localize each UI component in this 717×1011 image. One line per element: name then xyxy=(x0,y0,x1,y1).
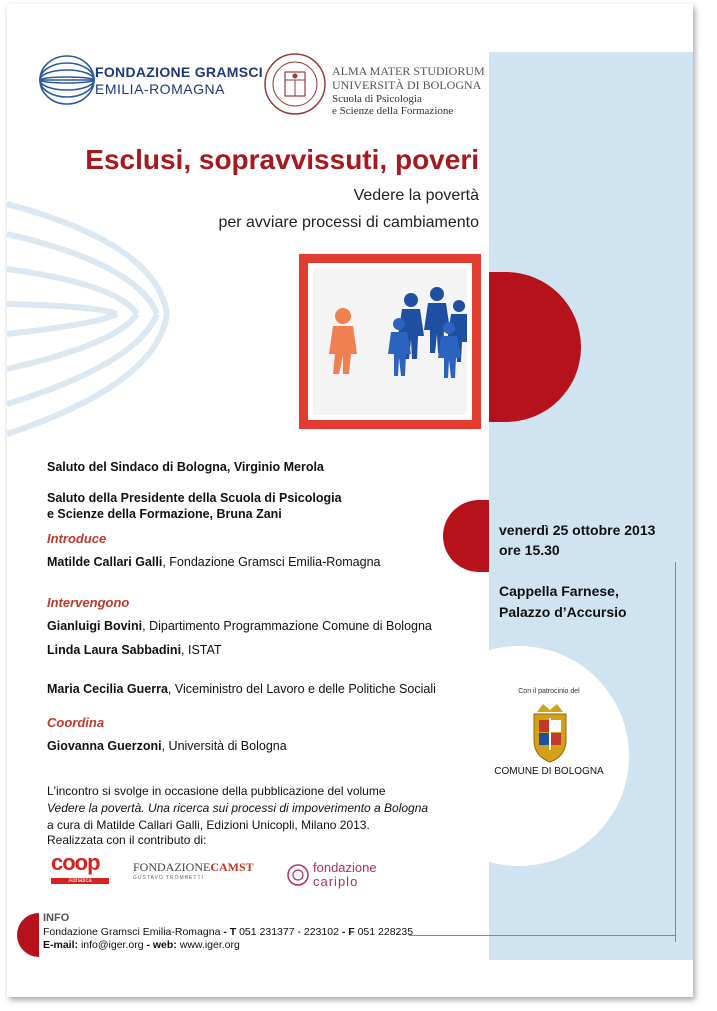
cariplo-logo xyxy=(287,858,397,890)
section-introduce: Introduce xyxy=(47,531,107,546)
book-line4: Realizzata con il contributo di: xyxy=(47,833,207,847)
speaker-name: Gianluigi Bovini xyxy=(47,619,143,633)
coop-logo xyxy=(51,851,113,891)
greeting-mayor: Saluto del Sindaco di Bologna, Virginio Merola xyxy=(47,460,324,474)
info-contacts xyxy=(43,926,413,938)
cariplo-emblem-icon xyxy=(287,864,309,886)
divider-vertical xyxy=(675,562,676,942)
greeting-president-line2: e Scienze della Formazione, Bruna Zani xyxy=(47,507,282,521)
speaker-role: , Dipartimento Programmazione Comune di Bologna xyxy=(142,619,432,633)
speaker-sabbadini xyxy=(47,643,222,657)
paper-people-photo xyxy=(299,254,481,429)
info-web-label: - web: xyxy=(143,939,180,951)
book-line1: L'incontro si svolge in occasione della pubblicazione del volume xyxy=(47,784,386,798)
section-coordina: Coordina xyxy=(47,715,105,730)
poster-subtitle-line2: per avviare processi di cambiamento xyxy=(218,214,479,231)
info-tel: 051 231377 - 223102 xyxy=(239,926,339,938)
info-web-link[interactable]: www.iger.org xyxy=(179,939,240,951)
speaker-name: Giovanna Guerzoni xyxy=(47,739,162,753)
info-tel-label: - T xyxy=(220,926,240,938)
speaker-role: , Fondazione Gramsci Emilia-Romagna xyxy=(162,555,381,569)
divider-horizontal xyxy=(409,935,676,936)
camst-logo-sub: GUSTAVO TROMBETTI xyxy=(133,875,204,881)
book-line3: a cura di Matilde Callari Galli, Edizioni Unicopli, Milano 2013. xyxy=(47,818,370,832)
red-half-circle-info xyxy=(17,913,39,957)
event-time: ore 15.30 xyxy=(499,542,560,558)
speaker-guerra xyxy=(47,682,436,696)
gramsci-name-line1: FONDAZIONE GRAMSCI xyxy=(95,64,263,80)
camst-logo-text-a: FONDAZIONE xyxy=(133,860,211,874)
info-online xyxy=(43,939,240,951)
greeting-president-line1: Saluto della Presidente della Scuola di Psicologia xyxy=(47,491,342,505)
globe-lines-decoration xyxy=(7,184,177,444)
coop-logo-sub: Adriatica xyxy=(51,878,109,884)
speaker-role: , Viceministro del Lavoro e delle Politiche Sociali xyxy=(167,682,436,696)
speaker-name: Maria Cecilia Guerra xyxy=(47,682,168,696)
cariplo-logo-text-a: fondazione xyxy=(313,860,377,875)
coop-logo-text: coop xyxy=(51,850,100,875)
university-name-line1: ALMA MATER STUDIORUM xyxy=(332,64,485,78)
info-email-label: E-mail: xyxy=(43,939,81,951)
speaker-guerzoni xyxy=(47,739,287,753)
book-title: Vedere la povertà. Una ricerca sui processi di impoverimento a Bologna xyxy=(47,801,429,815)
info-email-link[interactable]: info@iger.org xyxy=(80,939,144,951)
speaker-bovini xyxy=(47,619,432,633)
university-seal-icon xyxy=(263,52,327,116)
event-place-line1: Cappella Farnese, xyxy=(499,583,619,599)
info-fax-label: - F xyxy=(338,926,358,938)
poster-page xyxy=(7,4,693,997)
gramsci-name-line2: EMILIA-ROMAGNA xyxy=(95,81,225,97)
info-fax: 051 228235 xyxy=(357,926,414,938)
speaker-name: Matilde Callari Galli xyxy=(47,555,163,569)
event-date: venerdì 25 ottobre 2013 xyxy=(499,522,656,538)
school-name-line2: e Scienze della Formazione xyxy=(332,105,454,117)
speaker-role: , Università di Bologna xyxy=(161,739,287,753)
red-half-circle-small xyxy=(443,500,489,572)
event-place-line2: Palazzo d’Accursio xyxy=(499,604,627,620)
info-heading: INFO xyxy=(43,912,70,924)
cariplo-logo-text-b: cariplo xyxy=(313,874,359,889)
poster-subtitle-line1: Vedere la povertà xyxy=(353,187,479,204)
school-name-line1: Scuola di Psicologia xyxy=(332,93,422,105)
speaker-intro xyxy=(47,555,380,569)
white-circle-decoration xyxy=(409,646,629,866)
info-org: Fondazione Gramsci Emilia-Romagna xyxy=(43,926,221,938)
section-intervengono: Intervengono xyxy=(47,595,130,610)
patronage-label: Con il patrocinio del xyxy=(518,688,580,695)
poster-title: Esclusi, sopravvissuti, poveri xyxy=(85,144,479,175)
speaker-name: Linda Laura Sabbadini xyxy=(47,643,182,657)
comune-name: COMUNE DI BOLOGNA xyxy=(494,766,604,777)
camst-logo-text-b: CAMST xyxy=(210,860,254,874)
camst-logo xyxy=(133,860,278,890)
bologna-crest-icon xyxy=(529,702,571,764)
speaker-role: , ISTAT xyxy=(181,643,222,657)
university-name-line2: UNIVERSITÀ DI BOLOGNA xyxy=(332,78,482,92)
